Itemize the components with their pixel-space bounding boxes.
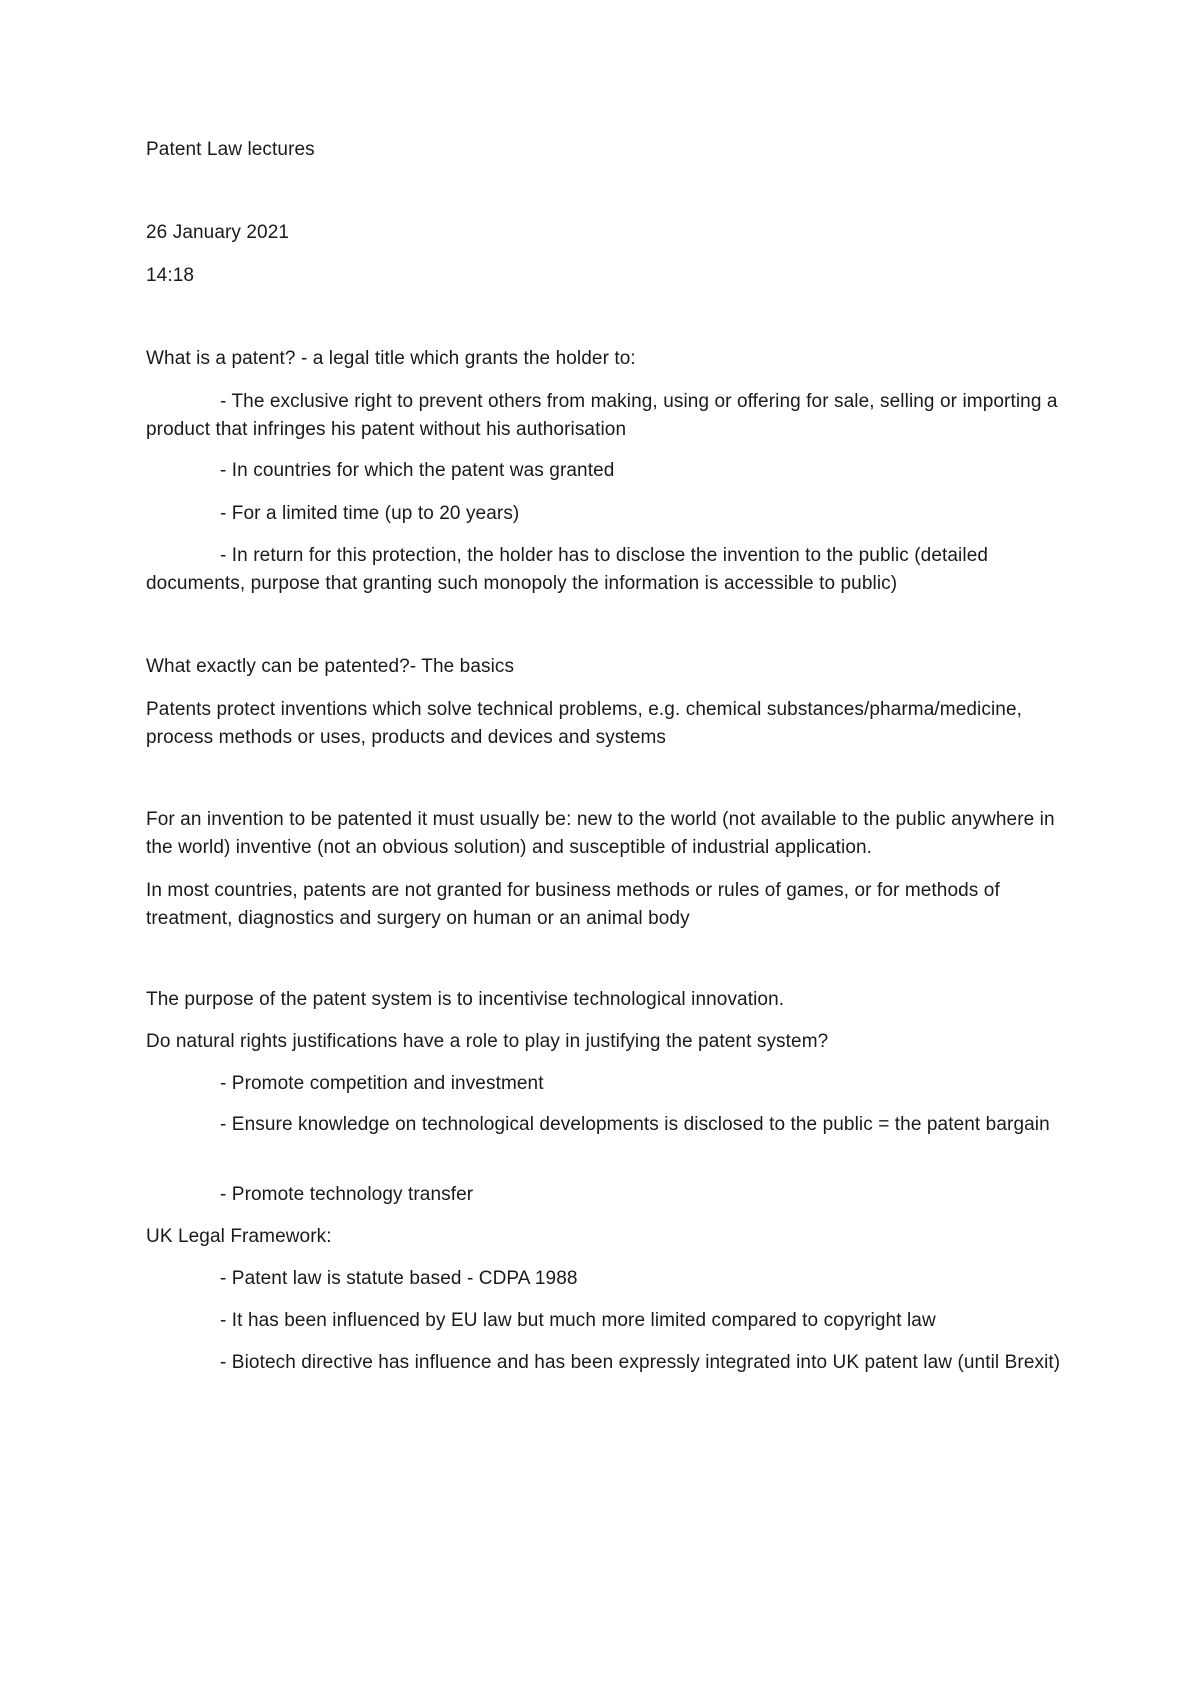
natural-rights-question: Do natural rights justifications have a role to play in justifying the patent system?	[146, 1031, 829, 1052]
document-title: Patent Law lectures	[146, 139, 315, 160]
document-time: 14:18	[146, 265, 195, 286]
bullet-exclusive-right: - The exclusive right to prevent others from making, using or offering for sale, selling or importing a product that infringes his patent without his authorisation	[146, 391, 1058, 440]
bullet-countries: - In countries for which the patent was granted	[220, 460, 615, 481]
bullet-disclosure: - In return for this protection, the holder has to disclose the invention to the public (detailed documents, purpose that granting such monopoly the information is accessible to public)	[146, 545, 989, 594]
purpose-statement: The purpose of the patent system is to incentivise technological innovation.	[146, 989, 785, 1010]
section-heading-basics: What exactly can be patented?- The basics	[146, 656, 515, 677]
bullet-statute-based: - Patent law is statute based - CDPA 1988	[220, 1268, 578, 1289]
document-date: 26 January 2021	[146, 222, 290, 243]
bullet-technology-transfer: - Promote technology transfer	[220, 1184, 474, 1205]
bullet-competition: - Promote competition and investment	[220, 1073, 544, 1094]
bullet-biotech-directive: - Biotech directive has influence and has been expressly integrated into UK patent law (until Brexit)	[220, 1352, 1061, 1373]
bullet-limited-time: - For a limited time (up to 20 years)	[220, 503, 520, 524]
section-heading-what-is-patent: What is a patent? - a legal title which grants the holder to:	[146, 348, 636, 369]
bullet-patent-bargain: - Ensure knowledge on technological developments is disclosed to the public = the patent bargain	[220, 1114, 1050, 1135]
requirements-paragraph: For an invention to be patented it must usually be: new to the world (not available to the public anywhere in the world) inventive (not an obvious solution) and susceptible of industrial application.	[146, 809, 1055, 858]
bullet-eu-influence: - It has been influenced by EU law but much more limited compared to copyright law	[220, 1310, 936, 1331]
exclusions-paragraph: In most countries, patents are not granted for business methods or rules of games, or for methods of treatment, diagnostics and surgery on human or an animal body	[146, 880, 1000, 929]
basics-paragraph: Patents protect inventions which solve technical problems, e.g. chemical substances/pharma/medicine, process methods or uses, products and devices and systems	[146, 699, 1022, 748]
section-heading-uk-framework: UK Legal Framework:	[146, 1226, 332, 1247]
